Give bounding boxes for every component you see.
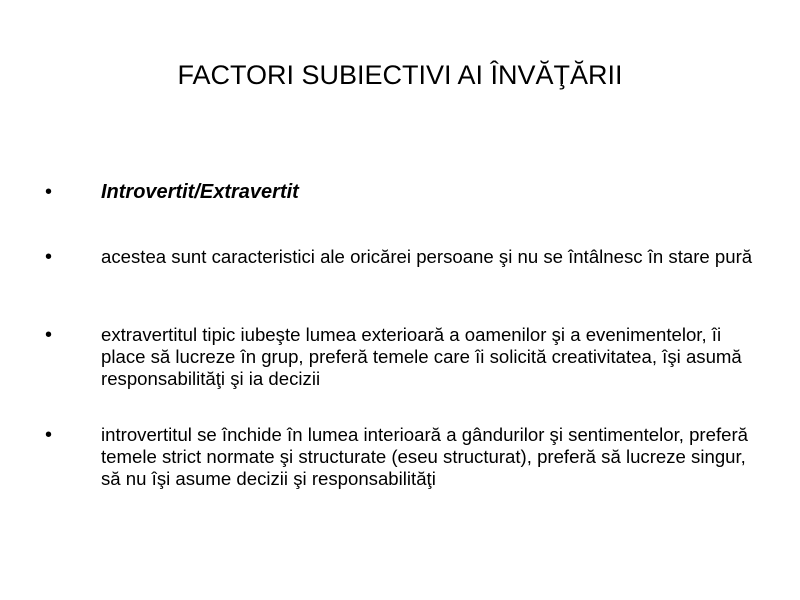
bullet-marker: • xyxy=(45,246,53,268)
bullet-marker: • xyxy=(45,424,53,446)
bullet-text: introvertitul se închide în lumea interioară a gândurilor şi sentimentelor, preferă temele strict normate şi structurate (eseu structurat), preferă să lucreze singur, să nu îşi asume decizii şi responsabilităţi xyxy=(101,424,748,489)
bullet-marker: • xyxy=(45,324,53,346)
slide-title: FACTORI SUBIECTIVI AI ÎNVĂŢĂRII xyxy=(177,60,623,90)
bullet-text: acestea sunt caracteristici ale oricărei persoane şi nu se întâlnesc în stare pură xyxy=(101,246,753,267)
bullet-marker: • xyxy=(45,181,53,203)
bullet-heading: Introvertit/Extravertit xyxy=(101,181,299,203)
bullet-text: extravertitul tipic iubeşte lumea exterioară a oamenilor şi a evenimentelor, îi place să lucreze în grup, preferă temele care îi solicită creativitatea, îşi asumă responsabilităţi şi ia decizii xyxy=(101,324,742,389)
